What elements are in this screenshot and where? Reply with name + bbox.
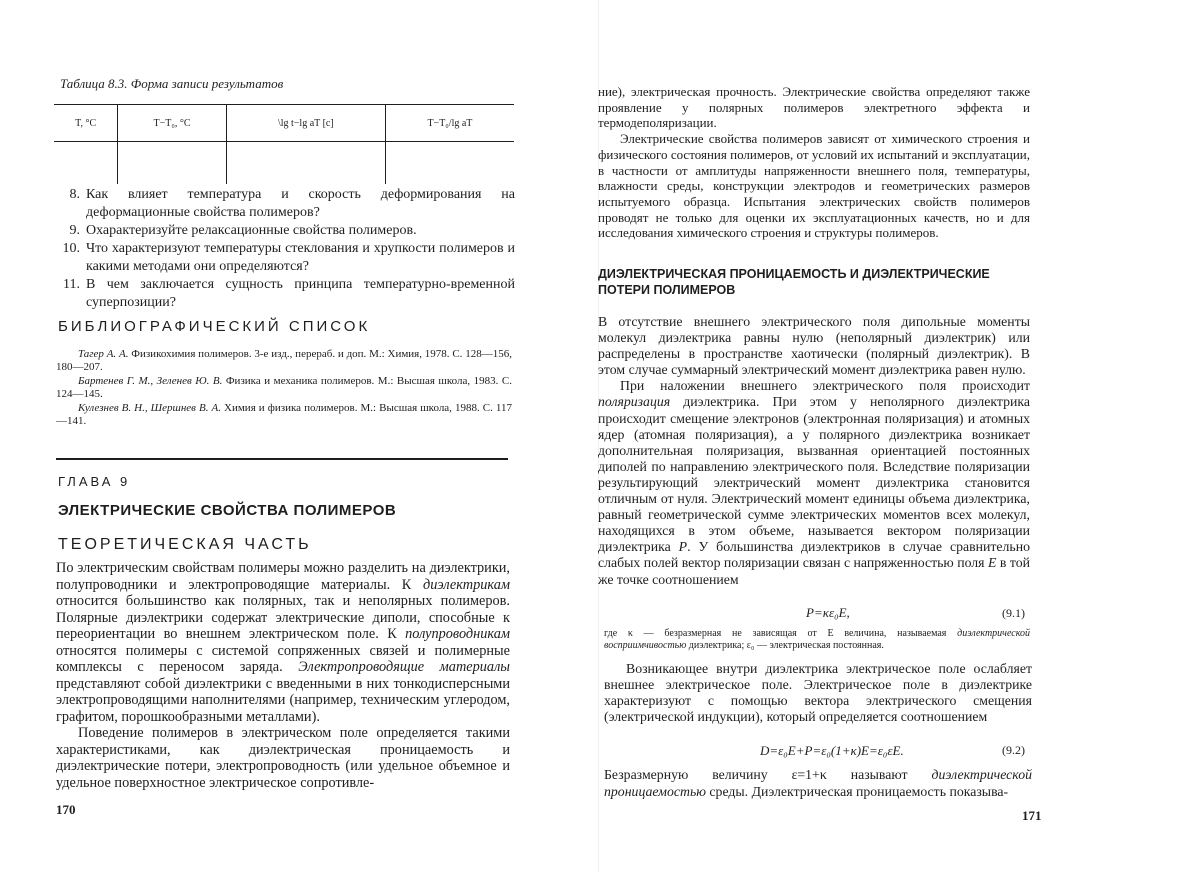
text-run: в той же точке соотношением: [598, 555, 1030, 587]
bibliography-authors: Кулезнев В. Н., Шершнев В. А.: [78, 402, 221, 414]
question-item: [60, 276, 515, 312]
bibliography-authors: Тагер А. А.: [78, 348, 129, 360]
emphasis-term: поляризация: [598, 394, 671, 410]
paragraph: В отсутствие внешнего электрического поля дипольные моменты молекул диэлектрика равны нулю (неполярный диэлектрик) или распределены в пространстве хаотически (полярный диэлектрик). В этом случае суммарный электрический момент диэлектрика равен нулю.: [598, 314, 1030, 378]
emphasis-term: диэлектрикам: [423, 576, 510, 593]
left-body-text: [56, 560, 510, 791]
table-header-cell: T−T₀, °C: [118, 105, 226, 142]
emphasis-term: полупроводникам: [405, 626, 510, 642]
table-cell: [118, 142, 226, 185]
question-text: В чем заключается сущность принципа температурно-временной суперпозиции?: [86, 277, 515, 310]
bibliography-details: Химия и физика полимеров. М.: Высшая школа, 1988. С. 117—141.: [56, 402, 512, 427]
emphasis-term: Электропроводящие материалы: [298, 659, 510, 675]
text-run: где κ — безразмерная не зависящая от E величина, называемая: [604, 628, 958, 639]
chapter-divider: [56, 458, 508, 460]
formula-number: (9.2): [1002, 743, 1025, 757]
chapter-title: ЭЛЕКТРИЧЕСКИЕ СВОЙСТВА ПОЛИМЕРОВ: [58, 502, 397, 519]
paragraph: [598, 378, 1030, 587]
question-text: Как влияет температура и скорость деформирования на деформационные свойства полимеров?: [86, 187, 515, 220]
chapter-label: ГЛАВА 9: [58, 474, 131, 489]
table-caption: Таблица 8.3. Форма записи результатов: [60, 76, 284, 91]
paragraph: Возникающее внутри диэлектрика электрическое поле ослабляет внешнее электрическое поле. Электрическое поле в диэлектрике характеризуют с помощью вектора электрического смещения (электрической индукции), который определяется соотношением: [604, 661, 1032, 724]
text-run: . У большинства диэлектриков в случае сравнительно слабых полей вектор поляризации связан с напряженностью поля: [598, 539, 1031, 571]
formula-number: (9.1): [1002, 606, 1025, 620]
right-body-text-2: [604, 661, 1032, 725]
bibliography-list: [56, 348, 512, 429]
text-run: Безразмерную величину ε=1+κ называют: [604, 767, 932, 782]
bibliography-details: Физикохимия полимеров. 3-е изд., перераб. и доп. М.: Химия, 1978. С. 128—156, 180—207.: [56, 348, 512, 373]
paragraph: Поведение полимеров в электрическом поле определяется такими характеристиками, как диэлектрическая проницаемость и диэлектрические потери, электропроводность (или удельное объемное и удельное поверхностное электрическое сопротивле-: [56, 725, 510, 791]
bibliography-authors: Бартенев Г. М., Зеленев Ю. В.: [78, 375, 223, 387]
question-text: Что характеризуют температуры стеклования и хрупкости полимеров и какими методами они определяются?: [86, 241, 515, 274]
bibliography-details: Физика и механика полимеров. М.: Высшая школа, 1983. С. 124—145.: [56, 375, 513, 400]
question-text: Охарактеризуйте релаксационные свойства полимеров.: [86, 223, 417, 238]
question-item: [60, 222, 515, 240]
text-run: относится большинство как полярных, так и неполярных полимеров. Полярные диэлектрики содержат электрические диполи, способные к переориентации во внешнем электрическом поле. К: [56, 593, 510, 642]
paragraph: [604, 767, 1032, 800]
table-header-cell: \lg t−lg aT [c]: [226, 105, 385, 142]
table-cell: [54, 142, 118, 185]
bibliography-heading: БИБЛИОГРАФИЧЕСКИЙ СПИСОК: [58, 318, 371, 335]
text-run: представляют собой диэлектрики с введенными в них тонкодисперсными электропроводящими наполнителями (например, техническим углеродом, графитом, порошкообразными металлами).: [56, 675, 510, 725]
table-header-row: [54, 105, 514, 142]
section-title: ТЕОРЕТИЧЕСКАЯ ЧАСТЬ: [58, 536, 312, 553]
page-number-right: 171: [1022, 808, 1042, 823]
emphasis-term: диэлектрической восприимчивостью: [604, 628, 1030, 651]
table-cell: [385, 142, 514, 185]
text-run: среды. Диэлектрическая проницаемость показыва-: [705, 783, 1009, 799]
table-row: [54, 142, 514, 185]
emphasis-term: E: [987, 555, 997, 571]
bibliography-entry: [56, 348, 512, 374]
text-run: При наложении внешнего электрического поля происходит: [620, 378, 1030, 394]
formula-9-2: D=ε₀E+P=ε₀(1+κ)E=ε₀εE.: [760, 743, 904, 758]
text-run: диэлектрика; ε₀ — электрическая постоянная.: [686, 640, 884, 651]
bibliography-entry: [56, 402, 512, 428]
table-cell: [226, 142, 385, 185]
text-run: диэлектрика. При этом у неполярного диэлектрика происходит смещение электронов (электронная поляризация) и атомных ядер (атомная поляризация), а у полярного диэлектрика возникает дополнительная поляризация, вызванная ориентацией постоянных диполей по направлению электрического поля. Вследствие поляризации результирующий электрический момент диэлектрика становится отличным от нуля. Электрический момент единицы объема диэлектрика, равный геометрической сумме электрических моментов всех молекул, находящихся в этом объеме, называется вектором поляризации диэлектрика: [598, 394, 1030, 555]
table-header-cell: T, °C: [75, 117, 97, 129]
question-number: 9.: [69, 223, 80, 238]
right-top-text: [598, 84, 1030, 241]
question-number: 8.: [69, 187, 80, 202]
question-item: [60, 240, 515, 276]
paragraph: ние), электрическая прочность. Электрические свойства определяют также проявление у полярных полимеров электретного эффекта и термодеполяризации.: [598, 84, 1030, 131]
review-questions: [60, 186, 515, 312]
text-run: относятся полимеры с системой сопряженных связей и полимерные комплексы с переносом заряда.: [56, 642, 510, 675]
results-table: [54, 104, 514, 184]
paragraph: [56, 560, 510, 725]
right-body-text-3: [604, 767, 1032, 800]
text-run: По электрическим свойствам полимеры можно разделить на диэлектрики, полупроводники и электропроводящие материалы. К: [56, 560, 510, 593]
table-header-cell: T−T₀/lg aT: [385, 105, 514, 142]
emphasis-term: диэлектрической проницаемостью: [604, 767, 1032, 799]
formula-note: [604, 628, 1030, 652]
question-number: 11.: [63, 277, 80, 292]
right-body-text: [598, 314, 1030, 588]
page-number-left: 170: [56, 802, 76, 817]
bibliography-entry: [56, 375, 512, 401]
question-item: [60, 186, 515, 222]
question-number: 10.: [62, 241, 80, 256]
emphasis-term: P: [678, 539, 688, 555]
section-heading: ДИЭЛЕКТРИЧЕСКАЯ ПРОНИЦАЕМОСТЬ И ДИЭЛЕКТРИЧЕСКИЕ ПОТЕРИ ПОЛИМЕРОВ: [598, 267, 990, 297]
paragraph: Электрические свойства полимеров зависят от химического строения и физического состояния полимеров, от условий их испытаний и эксплуатации, в частности от амплитуды напряженности внешнего поля, температуры, влажности среды, конструкции электродов и геометрических размеров испытуемого образца. Испытания электрических свойств полимеров проводят не только для оценки их эксплуатационных качеств, но и для исследования химического строения и структуры полимеров.: [598, 131, 1030, 241]
formula-9-1: P=κε₀E,: [806, 605, 850, 620]
